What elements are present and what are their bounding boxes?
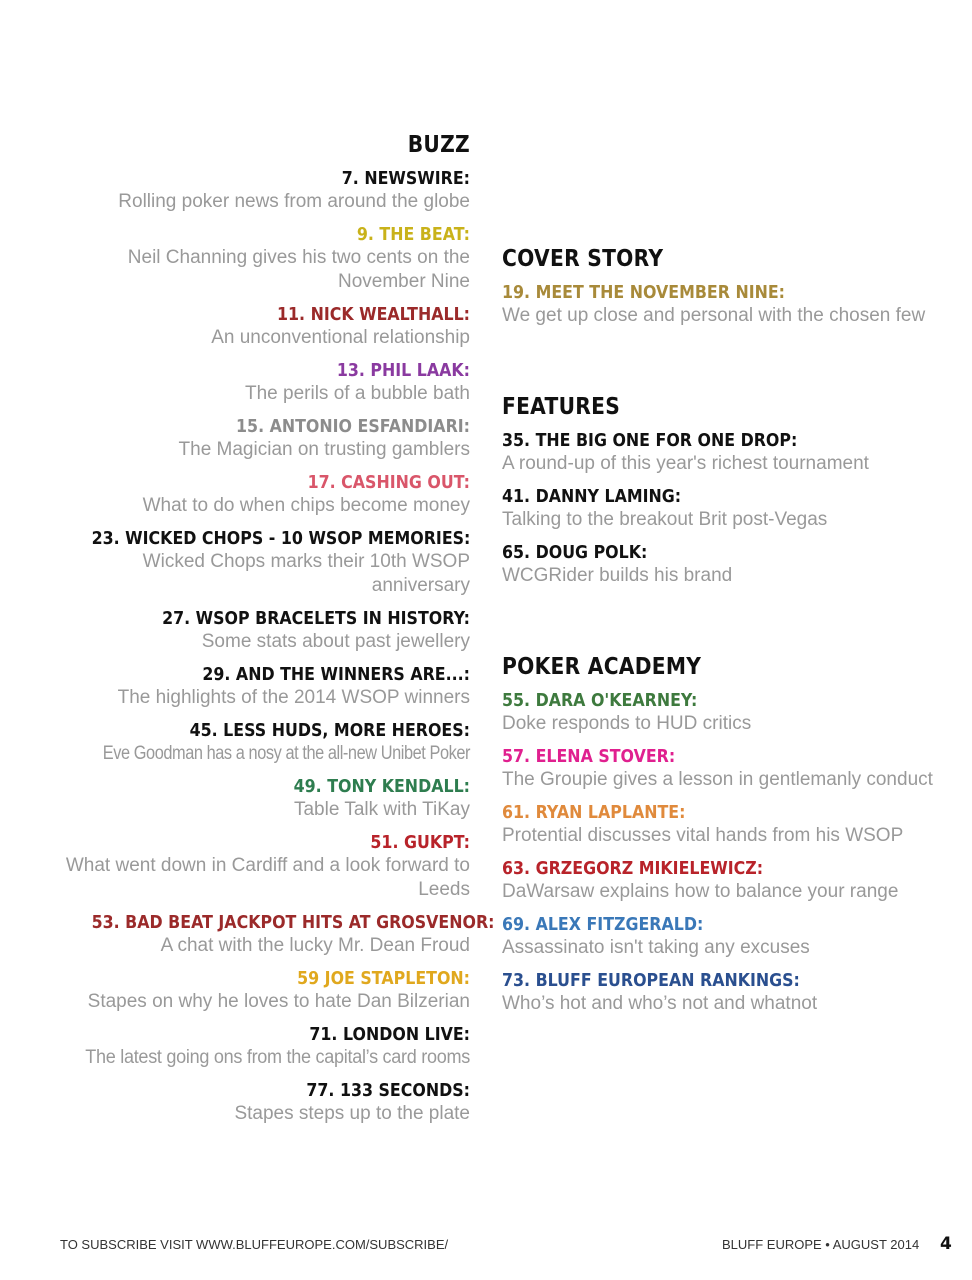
entry-title: 59 JOE STAPLETON: [297, 968, 470, 989]
entry-desc: We get up close and personal with the chosen few [502, 305, 926, 326]
entry-title: 51. GUKPT: [370, 832, 470, 853]
entry-title: 53. BAD BEAT JACKPOT HITS AT GROSVENOR: [91, 912, 495, 933]
entry-title: 69. ALEX FITZGERALD: [502, 914, 704, 935]
entry-desc: Doke responds to HUD critics [502, 713, 752, 734]
toc-entry[interactable] [502, 486, 942, 532]
entry-desc: Some stats about past jewellery [201, 631, 470, 652]
entry-desc: An unconventional relationship [211, 327, 470, 348]
toc-entry[interactable] [40, 1024, 470, 1070]
entry-desc: Stapes steps up to the plate [234, 1103, 470, 1124]
entry-desc [40, 742, 470, 766]
entry-title: 17. CASHING OUT: [307, 472, 470, 493]
entry-title: 15. ANTONIO ESFANDIARI: [236, 416, 470, 437]
toc-entry[interactable] [502, 970, 942, 1016]
toc-entry[interactable] [40, 776, 470, 822]
toc-entry[interactable] [502, 282, 942, 328]
entry-title: 23. WICKED CHOPS - 10 WSOP MEMORIES: [91, 528, 471, 549]
cover-story-section [502, 244, 942, 328]
entry-desc: Assassinato isn't taking any excuses [502, 937, 810, 958]
toc-entry[interactable] [40, 1080, 470, 1126]
toc-entry[interactable] [40, 168, 470, 214]
toc-entry[interactable] [40, 360, 470, 406]
entry-desc: Stapes on why he loves to hate Dan Bilzerian [87, 991, 470, 1012]
toc-entry[interactable] [40, 832, 470, 902]
toc-entry[interactable] [502, 802, 942, 848]
entry-title: 49. TONY KENDALL: [293, 776, 470, 797]
toc-entry[interactable] [502, 542, 942, 588]
entry-desc-text: The latest going ons from the capital’s card rooms [85, 1047, 470, 1068]
subscribe-link[interactable]: TO SUBSCRIBE VISIT WWW.BLUFFEUROPE.COM/SUBSCRIBE/ [60, 1237, 449, 1252]
entry-title: 13. PHIL LAAK: [336, 360, 470, 381]
entry-desc: What went down in Cardiff and a look forward to Leeds [65, 855, 470, 900]
toc-entry[interactable] [40, 304, 470, 350]
entry-title: 77. 133 SECONDS: [306, 1080, 470, 1101]
entry-title: 19. MEET THE NOVEMBER NINE: [502, 282, 786, 303]
entry-desc [40, 1046, 470, 1070]
toc-entry[interactable] [40, 224, 470, 294]
issue-info: BLUFF EUROPE • AUGUST 2014 [722, 1237, 920, 1252]
entry-desc: A chat with the lucky Mr. Dean Froud [160, 935, 470, 956]
entry-desc: Table Talk with TiKay [293, 799, 470, 820]
entry-desc: The Magician on trusting gamblers [178, 439, 470, 460]
entry-title: 45. LESS HUDS, MORE HEROES: [189, 720, 470, 741]
features-section [502, 392, 942, 588]
page-number: 4 [940, 1234, 952, 1254]
buzz-section [40, 130, 495, 1126]
entry-desc: DaWarsaw explains how to balance your range [502, 881, 899, 902]
entry-title: 65. DOUG POLK: [502, 542, 648, 563]
toc-entry[interactable] [40, 416, 470, 462]
toc-entry[interactable] [40, 608, 470, 654]
entry-desc: What to do when chips become money [142, 495, 470, 516]
entry-title: 41. DANNY LAMING: [502, 486, 682, 507]
section-title-poker-academy: POKER ACADEMY [502, 654, 702, 680]
toc-entry[interactable] [502, 690, 942, 736]
entry-title: 29. AND THE WINNERS ARE...: [202, 664, 470, 685]
toc-entry[interactable] [40, 528, 470, 598]
entry-desc: WCGRider builds his brand [502, 565, 733, 586]
toc-entry[interactable] [40, 968, 470, 1014]
toc-entry[interactable] [40, 912, 495, 958]
entry-desc: Who’s hot and who’s not and whatnot [502, 993, 818, 1014]
entry-title: 7. NEWSWIRE: [341, 168, 470, 189]
entry-title: 63. GRZEGORZ MIKIELEWICZ: [502, 858, 764, 879]
entry-desc: Talking to the breakout Brit post-Vegas [502, 509, 828, 530]
entry-desc: A round-up of this year's richest tournament [502, 453, 869, 474]
toc-entry[interactable] [40, 472, 470, 518]
entry-title: 35. THE BIG ONE FOR ONE DROP: [502, 430, 798, 451]
section-title-buzz: BUZZ [407, 132, 470, 158]
toc-entry[interactable] [502, 858, 942, 904]
toc-entry[interactable] [502, 914, 942, 960]
entry-title: 61. RYAN LAPLANTE: [502, 802, 686, 823]
entry-desc: The perils of a bubble bath [245, 383, 470, 404]
section-title-features: FEATURES [502, 394, 621, 420]
entry-desc-text: Eve Goodman has a nosy at the all-new Unibet Poker [102, 743, 470, 764]
toc-entry[interactable] [502, 746, 942, 792]
entry-title: 71. LONDON LIVE: [309, 1024, 470, 1045]
entry-title: 55. DARA O'KEARNEY: [502, 690, 698, 711]
entry-title: 57. ELENA STOVER: [502, 746, 676, 767]
entry-title: 11. NICK WEALTHALL: [276, 304, 470, 325]
toc-entry[interactable] [502, 430, 942, 476]
section-title-cover-story: COVER STORY [502, 246, 664, 272]
entry-desc: The Groupie gives a lesson in gentlemanly conduct [502, 769, 933, 790]
entry-desc: Neil Channing gives his two cents on the November Nine [127, 247, 470, 292]
entry-desc: Protential discusses vital hands from his WSOP [502, 825, 904, 846]
entry-title: 9. THE BEAT: [356, 224, 470, 245]
entry-desc: Rolling poker news from around the globe [118, 191, 470, 212]
toc-entry[interactable] [40, 664, 470, 710]
poker-academy-section [502, 652, 942, 1016]
toc-entry[interactable] [40, 720, 470, 766]
entry-title: 27. WSOP BRACELETS IN HISTORY: [162, 608, 470, 629]
entry-title: 73. BLUFF EUROPEAN RANKINGS: [502, 970, 800, 991]
entry-desc: Wicked Chops marks their 10th WSOP anniversary [142, 551, 470, 596]
entry-desc: The highlights of the 2014 WSOP winners [117, 687, 470, 708]
